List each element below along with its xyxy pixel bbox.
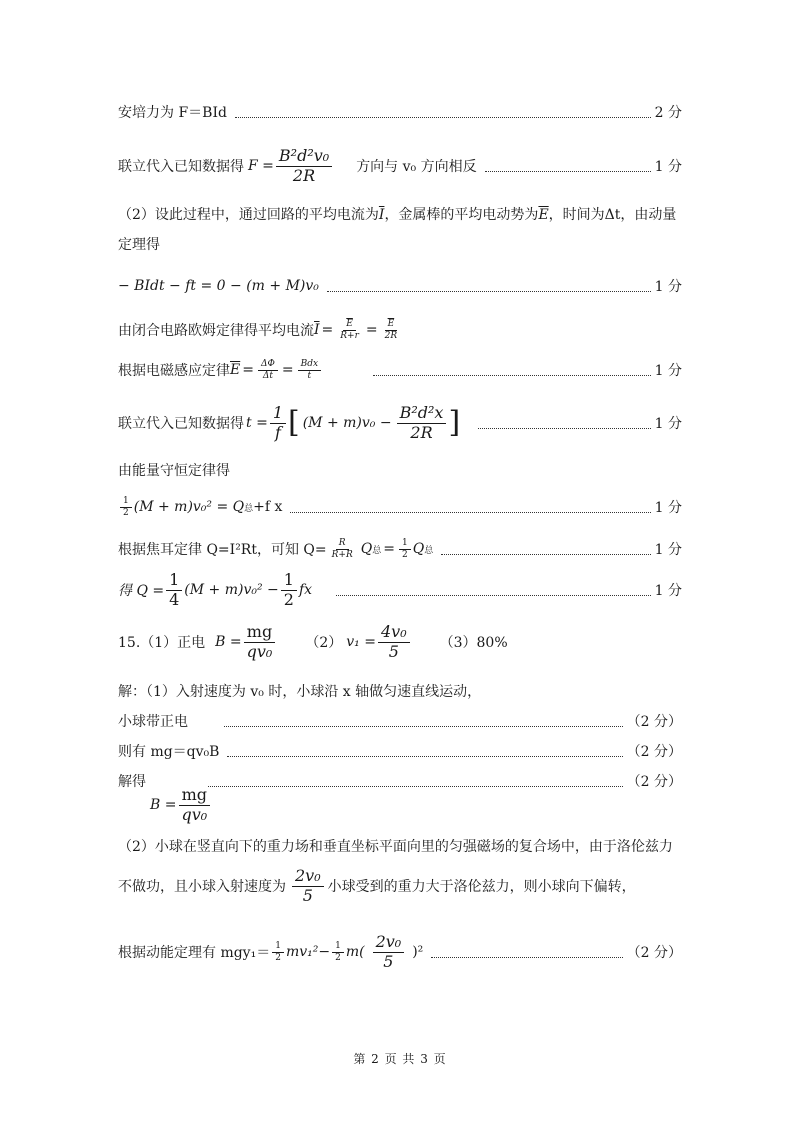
subscript: 总 bbox=[424, 545, 434, 556]
denominator: Δt bbox=[262, 370, 273, 381]
fraction-1 bbox=[166, 571, 182, 609]
line-solution-intro bbox=[118, 676, 682, 706]
equals: = bbox=[383, 541, 395, 557]
fraction-2 bbox=[399, 538, 411, 560]
text-a: （2）设此过程中，通过回路的平均电流为 bbox=[118, 207, 379, 223]
line-q15-part-2-cont bbox=[118, 862, 682, 910]
line-force-result bbox=[118, 144, 682, 188]
numerator: 1 bbox=[399, 538, 411, 549]
fraction-b bbox=[178, 786, 210, 824]
text-b: 小球受到的重力大于洛伦兹力，则小球向下偏转， bbox=[327, 879, 636, 895]
equals: = bbox=[321, 322, 334, 338]
score-mark: 1 分 bbox=[654, 279, 682, 295]
line-kinetic-energy bbox=[118, 928, 682, 976]
denominator: 5 bbox=[383, 951, 394, 971]
formula-fraction bbox=[276, 147, 332, 185]
fraction-1 bbox=[258, 359, 278, 381]
formula-tail: +f x bbox=[253, 499, 283, 515]
line-ohm-law bbox=[118, 313, 682, 347]
denominator: 2 bbox=[335, 952, 341, 963]
denominator: 2 bbox=[283, 589, 294, 609]
leader-dots bbox=[290, 512, 650, 513]
numerator: B²d²x bbox=[397, 404, 447, 423]
formula-lhs: B = bbox=[150, 797, 177, 813]
line-momentum-eq bbox=[118, 271, 682, 301]
line-text: 联立代入已知数据得 bbox=[118, 159, 244, 175]
formula-b-block bbox=[150, 783, 212, 827]
numerator: R bbox=[336, 538, 349, 549]
line-text: 由能量守恒定律得 bbox=[118, 463, 230, 479]
half-2 bbox=[332, 941, 344, 963]
fraction-v bbox=[378, 623, 410, 661]
line-text: 小球带正电 bbox=[118, 714, 188, 730]
line-energy-heading bbox=[118, 455, 682, 485]
denominator: 2 bbox=[401, 549, 408, 560]
avg-current-symbol: $\overline{I}$ bbox=[314, 322, 320, 338]
fraction-2 bbox=[281, 571, 297, 609]
numerator: ΔΦ bbox=[258, 359, 278, 370]
line-q-result bbox=[118, 570, 682, 610]
formula-lhs: v₁ = bbox=[346, 634, 376, 650]
answer-part-1: 15.（1）正电 bbox=[118, 635, 206, 651]
text-line-1: （2）小球在竖直向下的重力场和垂直坐标平面向里的匀强磁场的复合场中，由于洛伦兹力 bbox=[118, 839, 673, 855]
numerator: $\overline{E}$ bbox=[385, 319, 398, 330]
leader-dots bbox=[485, 171, 651, 172]
fraction-1 bbox=[329, 538, 356, 560]
q-symbol: Q bbox=[412, 541, 425, 557]
denominator: 4 bbox=[169, 589, 180, 609]
denominator: 2R bbox=[384, 330, 398, 341]
fraction-b bbox=[244, 623, 276, 661]
m-paren: m( bbox=[345, 944, 365, 960]
fraction-velocity bbox=[292, 867, 324, 905]
numerator: 2v₀ bbox=[292, 867, 324, 886]
text-b: ，金属棒的平均电动势为 bbox=[384, 207, 539, 223]
formula: − BIdt − ft = 0 − (m + M)v₀ bbox=[118, 278, 319, 294]
numerator: 1 bbox=[120, 496, 132, 507]
line-q15-answers bbox=[118, 620, 682, 664]
score-mark: 1 分 bbox=[654, 500, 682, 516]
denominator: 2R bbox=[410, 422, 433, 442]
avg-emf-symbol: $\overline{E}$ bbox=[230, 362, 241, 378]
fraction-1 bbox=[337, 319, 362, 341]
denominator: 5 bbox=[302, 885, 313, 905]
fraction-2 bbox=[397, 404, 447, 442]
line-ampere-force bbox=[118, 97, 682, 127]
subscript: 总 bbox=[244, 503, 254, 514]
denominator: 2 bbox=[275, 952, 281, 963]
formula-mid: (M + m)v₀ − bbox=[302, 415, 392, 431]
leader-dots bbox=[327, 291, 651, 292]
score-mark: （2 分） bbox=[626, 714, 682, 730]
direction-text: 方向与 v₀ 方向相反 bbox=[356, 159, 477, 175]
denominator: 2 bbox=[123, 507, 129, 518]
paragraph-part-2 bbox=[118, 200, 684, 260]
page-footer: 第 2 页 共 3 页 bbox=[353, 1052, 447, 1066]
formula-tail: fx bbox=[298, 582, 313, 598]
half-1 bbox=[272, 941, 284, 963]
numerator: 1 bbox=[272, 941, 284, 952]
line-text: 由闭合电路欧姆定律得平均电流 bbox=[118, 323, 314, 339]
score-mark: （2 分） bbox=[626, 945, 682, 961]
score-mark: 2 分 bbox=[654, 105, 682, 121]
denominator: qv₀ bbox=[246, 641, 273, 661]
leader-dots bbox=[208, 786, 623, 787]
numerator: B²d²v₀ bbox=[276, 147, 332, 166]
denominator: R+R bbox=[331, 549, 353, 560]
denominator: t bbox=[307, 370, 312, 381]
line-text: 解得 bbox=[118, 774, 146, 790]
formula-lhs: t = bbox=[246, 415, 268, 431]
line-text: 根据焦耳定律 Q=I²Rt，可知 Q= bbox=[118, 542, 327, 558]
avg-emf-symbol: $\overline{E}$ bbox=[538, 207, 549, 223]
numerator: 4v₀ bbox=[378, 623, 410, 642]
score-mark: 1 分 bbox=[654, 363, 682, 379]
line-text: 安培力为 F＝BId bbox=[118, 105, 227, 121]
fraction-1 bbox=[270, 404, 286, 442]
score-mark: 1 分 bbox=[654, 583, 682, 599]
leader-dots bbox=[441, 554, 650, 555]
open-bracket: [ bbox=[288, 405, 300, 440]
numerator: 1 bbox=[166, 571, 182, 590]
score-mark: 1 分 bbox=[654, 159, 682, 175]
equals: = bbox=[281, 362, 294, 378]
text-c: ，时间为Δt，由动量 bbox=[548, 207, 677, 223]
line-induction-law bbox=[118, 353, 682, 387]
answer-part-2: （2） bbox=[305, 635, 343, 651]
line-text: 根据电磁感应定律 bbox=[118, 363, 230, 379]
fraction-2 bbox=[298, 359, 321, 381]
formula: (M + m)v₀² = Q bbox=[133, 499, 245, 515]
formula-mid: (M + m)v₀² − bbox=[184, 582, 279, 598]
equals: = bbox=[242, 362, 254, 378]
q-symbol: Q bbox=[360, 541, 373, 557]
leader-dots bbox=[431, 957, 622, 958]
numerator: 1 bbox=[332, 941, 344, 952]
subscript: 总 bbox=[372, 545, 382, 556]
score-mark: （2 分） bbox=[626, 744, 682, 760]
line-energy-eq bbox=[118, 490, 682, 524]
formula-mid: mv₁²− bbox=[285, 944, 331, 960]
line-text: 根据动能定理有 mgy₁＝ bbox=[118, 945, 271, 961]
leader-dots bbox=[235, 117, 651, 118]
leader-dots bbox=[224, 726, 623, 727]
denominator: 2R bbox=[292, 165, 316, 185]
numerator: $\overline{E}$ bbox=[343, 319, 356, 330]
numerator: mg bbox=[244, 623, 275, 642]
close-bracket: ] bbox=[448, 405, 461, 440]
formula-lhs: B = bbox=[215, 634, 242, 650]
score-mark: （2 分） bbox=[626, 774, 682, 790]
line-text: 联立代入已知数据得 bbox=[118, 416, 244, 432]
answer-part-3: （3）80% bbox=[439, 635, 508, 651]
formula-lhs: 得 Q = bbox=[118, 583, 165, 599]
line-positive-charge bbox=[118, 706, 682, 736]
leader-dots bbox=[373, 375, 651, 376]
close-paren-squared: )² bbox=[412, 944, 424, 960]
leader-dots bbox=[478, 428, 650, 429]
equals: = bbox=[365, 322, 378, 338]
fraction-velocity bbox=[373, 933, 405, 971]
fraction-2 bbox=[382, 319, 401, 341]
denominator: 5 bbox=[388, 641, 399, 661]
numerator: 1 bbox=[270, 404, 286, 423]
numerator: 2v₀ bbox=[373, 933, 405, 952]
line-joule-law bbox=[118, 532, 682, 566]
line-time-result bbox=[118, 398, 682, 448]
leader-dots bbox=[227, 756, 622, 757]
numerator: 1 bbox=[281, 571, 297, 590]
numerator: Bdx bbox=[298, 359, 321, 370]
paragraph-q15-part-2 bbox=[118, 832, 684, 862]
denominator: qv₀ bbox=[181, 804, 208, 824]
leader-dots bbox=[336, 595, 651, 596]
text-a: 不做功，且小球入射速度为 bbox=[118, 879, 286, 895]
text-d: 定理得 bbox=[118, 237, 160, 253]
formula-lhs: F = bbox=[248, 158, 274, 174]
half-fraction bbox=[120, 496, 132, 518]
score-mark: 1 分 bbox=[654, 542, 682, 558]
denominator: f bbox=[274, 422, 281, 442]
line-force-balance bbox=[118, 736, 682, 766]
score-mark: 1 分 bbox=[654, 416, 682, 432]
line-text: 则有 mg＝qv₀B bbox=[118, 744, 220, 760]
line-text: 解：（1）入射速度为 v₀ 时，小球沿 x 轴做匀速直线运动， bbox=[118, 684, 482, 700]
numerator: mg bbox=[179, 786, 210, 805]
avg-current-symbol: $\overline{I}$ bbox=[378, 207, 385, 223]
denominator: R+r bbox=[340, 330, 359, 341]
